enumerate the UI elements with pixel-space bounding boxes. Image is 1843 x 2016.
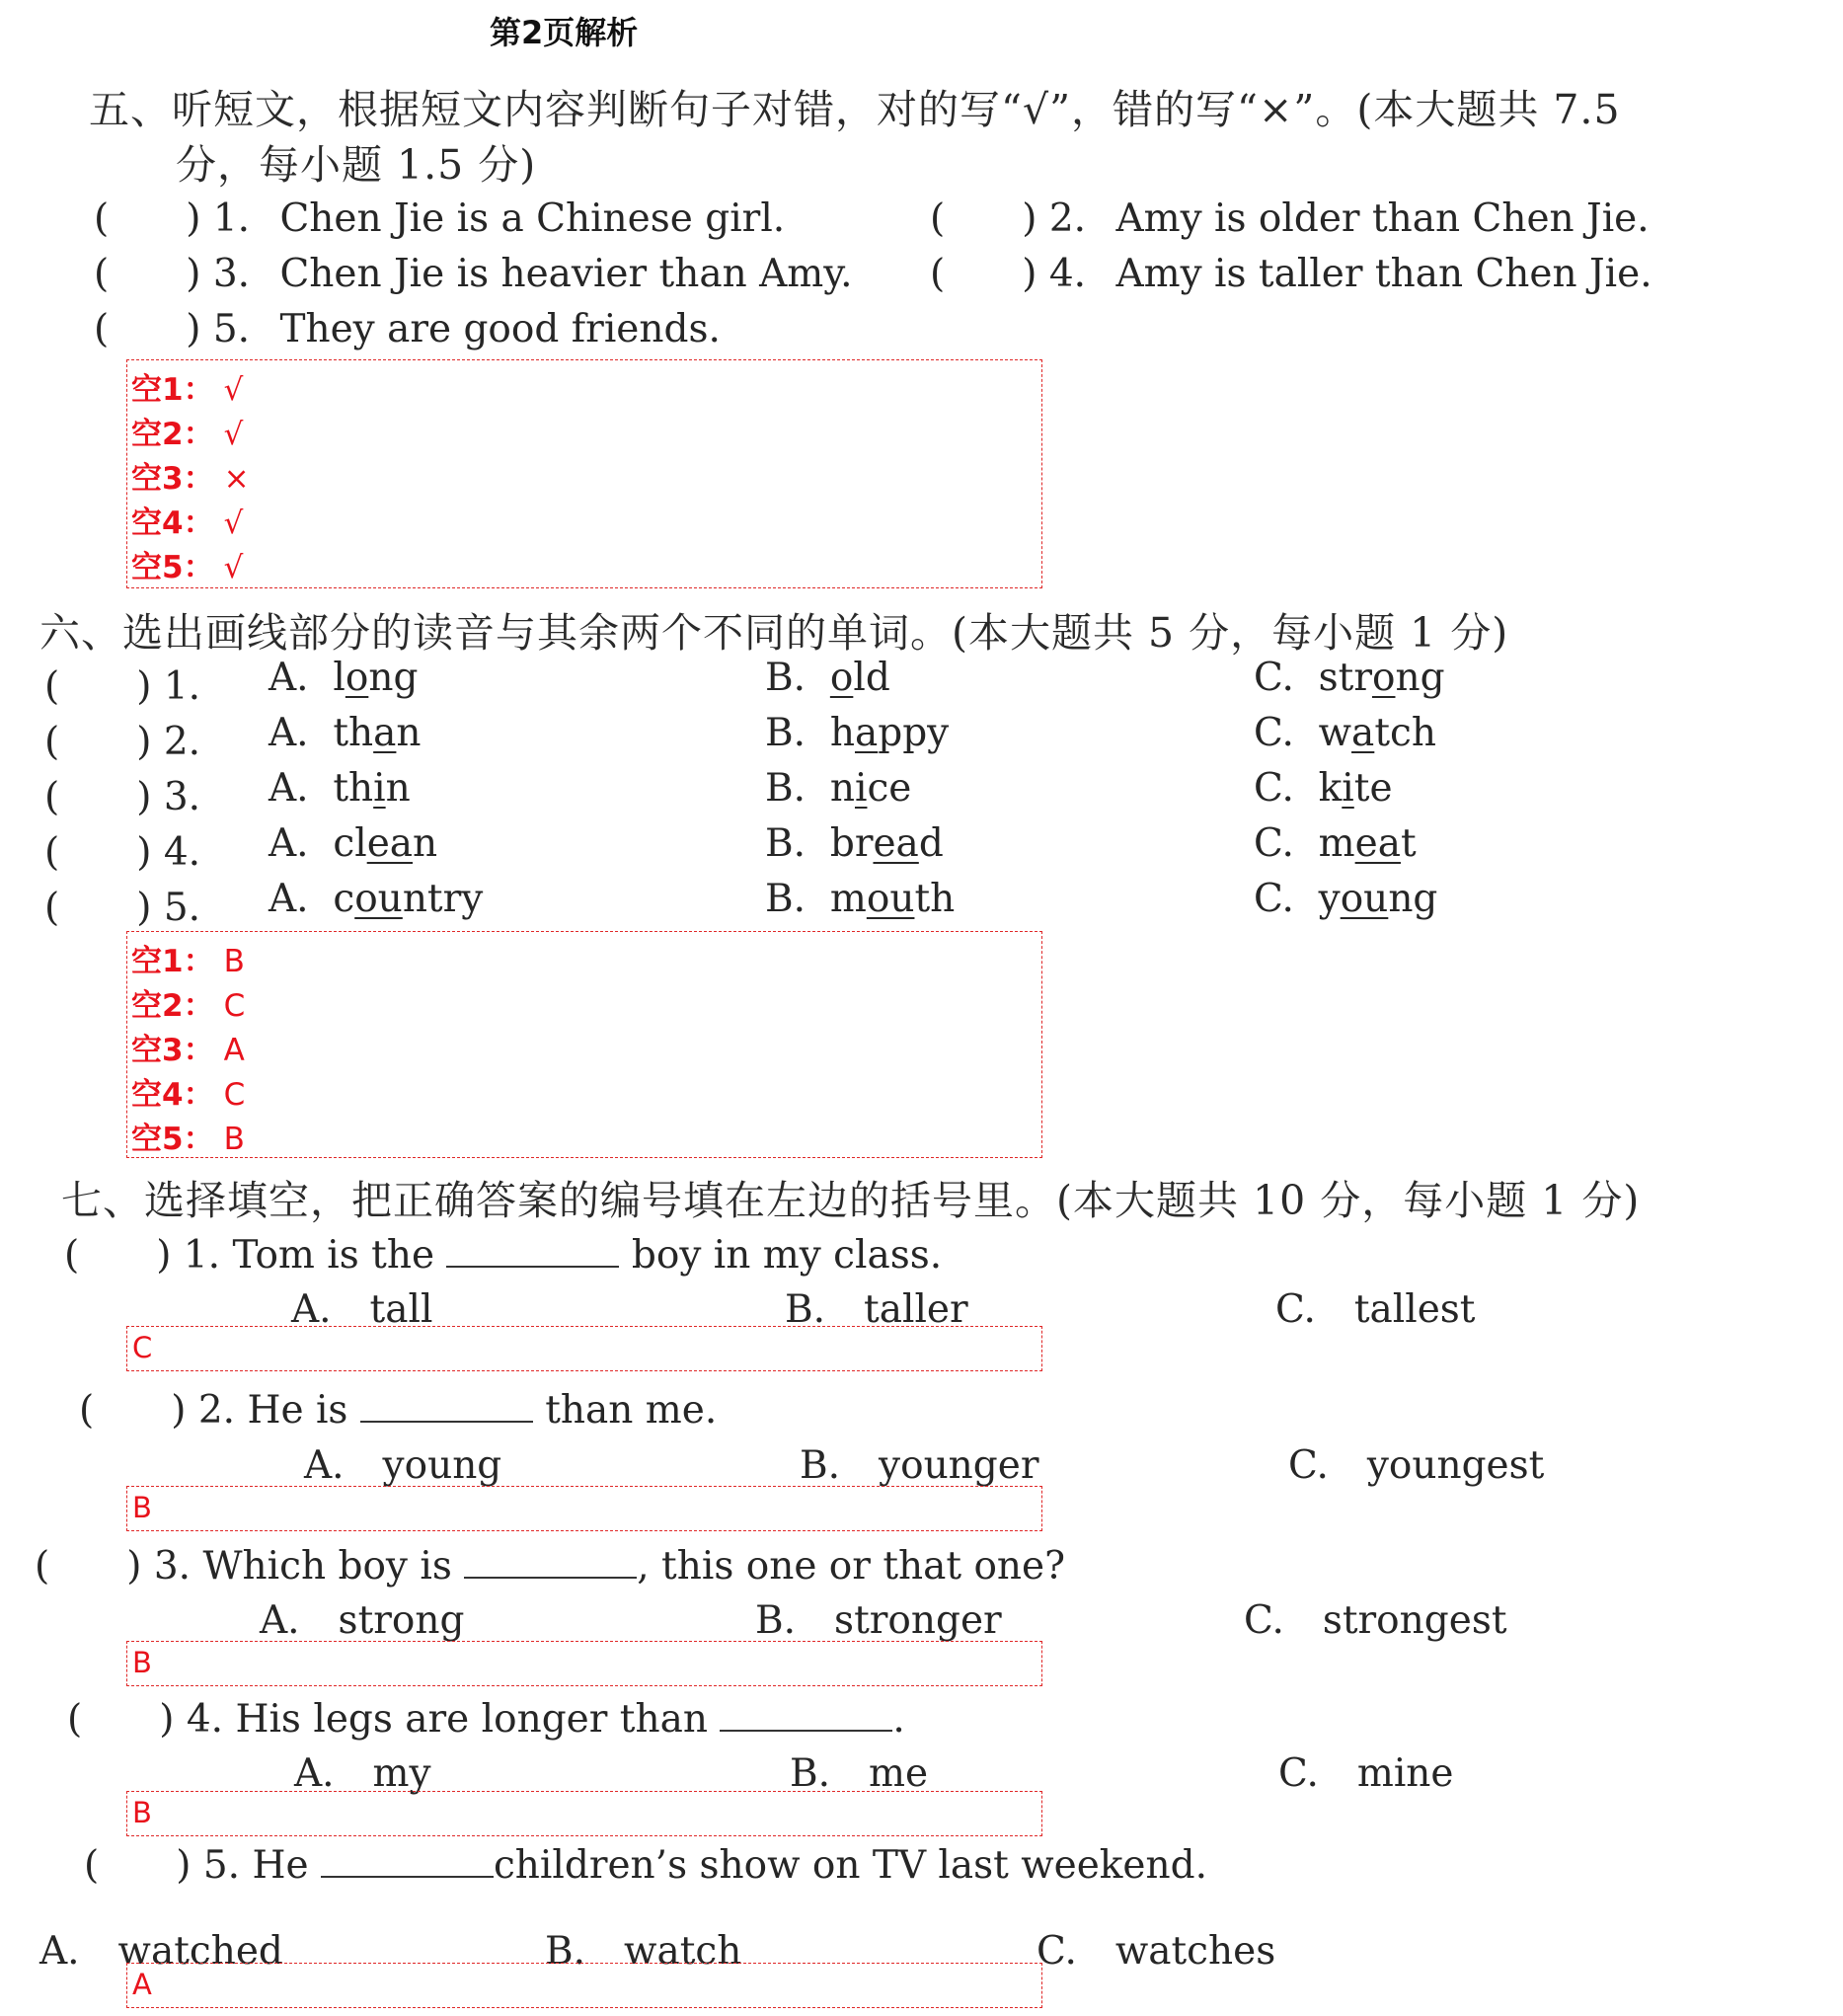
- s6-option-b: B. nice: [765, 766, 912, 811]
- answer-blank: [321, 1846, 494, 1878]
- s7-option-c: C. strongest: [1244, 1598, 1507, 1643]
- s5-item-prefix: ( ) 2.: [930, 196, 1087, 241]
- s5-item-prefix: ( ) 5.: [94, 307, 251, 351]
- s5-item-3: [94, 243, 853, 298]
- s7-answer-box: [126, 1641, 1042, 1686]
- s7-option-b: B. watch: [545, 1929, 742, 1974]
- s5-item-text: Chen Jie is heavier than Amy.: [279, 252, 853, 296]
- s7-option-c: C. mine: [1278, 1751, 1454, 1796]
- section7-title: 七、选择填空，把正确答案的编号填在左边的括号里。(本大题共 10 分，每小题 1 分): [61, 1177, 1641, 1224]
- s6-option-a: A. country: [269, 877, 484, 921]
- s7-option-a: A. tall: [291, 1287, 433, 1332]
- s7-answer-box: [126, 1486, 1042, 1531]
- s6-option-b: B. old: [765, 656, 890, 700]
- s7-option-a: A. my: [294, 1751, 431, 1796]
- answer-blank: [360, 1391, 533, 1423]
- s5-item-5: [94, 298, 721, 353]
- s7-question-2: ( ) 2. He is than me.: [79, 1388, 718, 1433]
- s7-option-c: C. youngest: [1288, 1443, 1545, 1488]
- s6-option-c: C. meat: [1254, 821, 1417, 866]
- s6-option-c: C. young: [1254, 877, 1438, 921]
- section6-title: 六、选出画线部分的读音与其余两个不同的单词。(本大题共 5 分，每小题 1 分): [39, 609, 1509, 657]
- s5-item-prefix: ( ) 3.: [94, 252, 251, 296]
- s6-item-prefix: ( ) 3.: [44, 775, 201, 819]
- s7-option-b: B. taller: [785, 1287, 968, 1332]
- s5-item-1: [94, 188, 785, 243]
- s6-item-prefix: ( ) 1.: [44, 664, 201, 709]
- answer-value: B: [132, 1796, 152, 1829]
- answer-line: 空5： B: [131, 1122, 245, 1157]
- s5-item-text: Chen Jie is a Chinese girl.: [279, 196, 786, 241]
- s7-question-1: ( ) 1. Tom is the boy in my class.: [64, 1233, 943, 1278]
- s6-option-b: B. mouth: [765, 877, 956, 921]
- s5-item-2: [930, 188, 1650, 243]
- s5-answer-box: [126, 359, 1042, 588]
- s6-option-b: B. bread: [765, 821, 944, 866]
- page-title: 第2页解析: [490, 14, 639, 51]
- s7-question-4: ( ) 4. His legs are longer than .: [67, 1697, 905, 1742]
- s5-item-prefix: ( ) 1.: [94, 196, 251, 241]
- s6-option-c: C. strong: [1254, 656, 1445, 700]
- answer-value: B: [132, 1646, 152, 1679]
- answer-blank: [464, 1547, 637, 1579]
- section5-title-line2: 分，每小题 1.5 分): [176, 141, 537, 189]
- s7-option-c: C. tallest: [1275, 1287, 1476, 1332]
- answer-value: B: [132, 1491, 152, 1524]
- s6-item-prefix: ( ) 5.: [44, 886, 201, 930]
- answer-value: A: [132, 1968, 152, 2001]
- answer-line: 空3： ×: [131, 461, 250, 497]
- answer-value: C: [132, 1331, 153, 1364]
- answer-line: 空4： C: [131, 1077, 246, 1113]
- s5-item-text: Amy is older than Chen Jie.: [1115, 196, 1650, 241]
- s6-option-a: A. than: [269, 711, 422, 755]
- answer-line: 空1： √: [131, 372, 244, 408]
- s6-option-a: A. thin: [269, 766, 411, 811]
- s7-option-a: A. watched: [39, 1929, 283, 1974]
- s6-answer-box: [126, 931, 1042, 1158]
- answer-line: 空3： A: [131, 1033, 245, 1068]
- answer-line: 空5： √: [131, 550, 244, 585]
- s7-option-b: B. stronger: [755, 1598, 1002, 1643]
- section5-title-line1: 五、听短文，根据短文内容判断句子对错，对的写“√”，错的写“×”。(本大题共 7.5: [89, 86, 1621, 133]
- s6-option-a: A. clean: [269, 821, 438, 866]
- answer-line: 空2： √: [131, 417, 244, 452]
- s6-option-a: A. long: [269, 656, 419, 700]
- s5-item-text: They are good friends.: [279, 307, 721, 351]
- answer-line: 空4： √: [131, 505, 244, 541]
- s6-option-c: C. kite: [1254, 766, 1393, 811]
- s5-item-text: Amy is taller than Chen Jie.: [1115, 252, 1652, 296]
- s5-item-prefix: ( ) 4.: [930, 252, 1087, 296]
- s7-answer-box: [126, 1963, 1042, 2008]
- s7-question-5: ( ) 5. He children’s show on TV last weekend.: [84, 1843, 1207, 1888]
- s6-option-b: B. happy: [765, 711, 950, 755]
- s6-item-prefix: ( ) 4.: [44, 830, 201, 875]
- s6-item-prefix: ( ) 2.: [44, 720, 201, 764]
- answer-line: 空1： B: [131, 944, 245, 979]
- answer-line: 空2： C: [131, 988, 246, 1024]
- s7-option-a: A. strong: [260, 1598, 465, 1643]
- s7-question-3: ( ) 3. Which boy is , this one or that one?: [35, 1544, 1066, 1589]
- answer-blank: [446, 1236, 619, 1268]
- s7-answer-box: [126, 1791, 1042, 1836]
- s7-option-b: B. me: [790, 1751, 929, 1796]
- s7-option-c: C. watches: [1037, 1929, 1276, 1974]
- s6-option-c: C. watch: [1254, 711, 1436, 755]
- s7-answer-box: [126, 1326, 1042, 1371]
- s5-item-4: [930, 243, 1652, 298]
- s7-option-a: A. young: [304, 1443, 502, 1488]
- s7-option-b: B. younger: [800, 1443, 1039, 1488]
- answer-blank: [720, 1700, 892, 1732]
